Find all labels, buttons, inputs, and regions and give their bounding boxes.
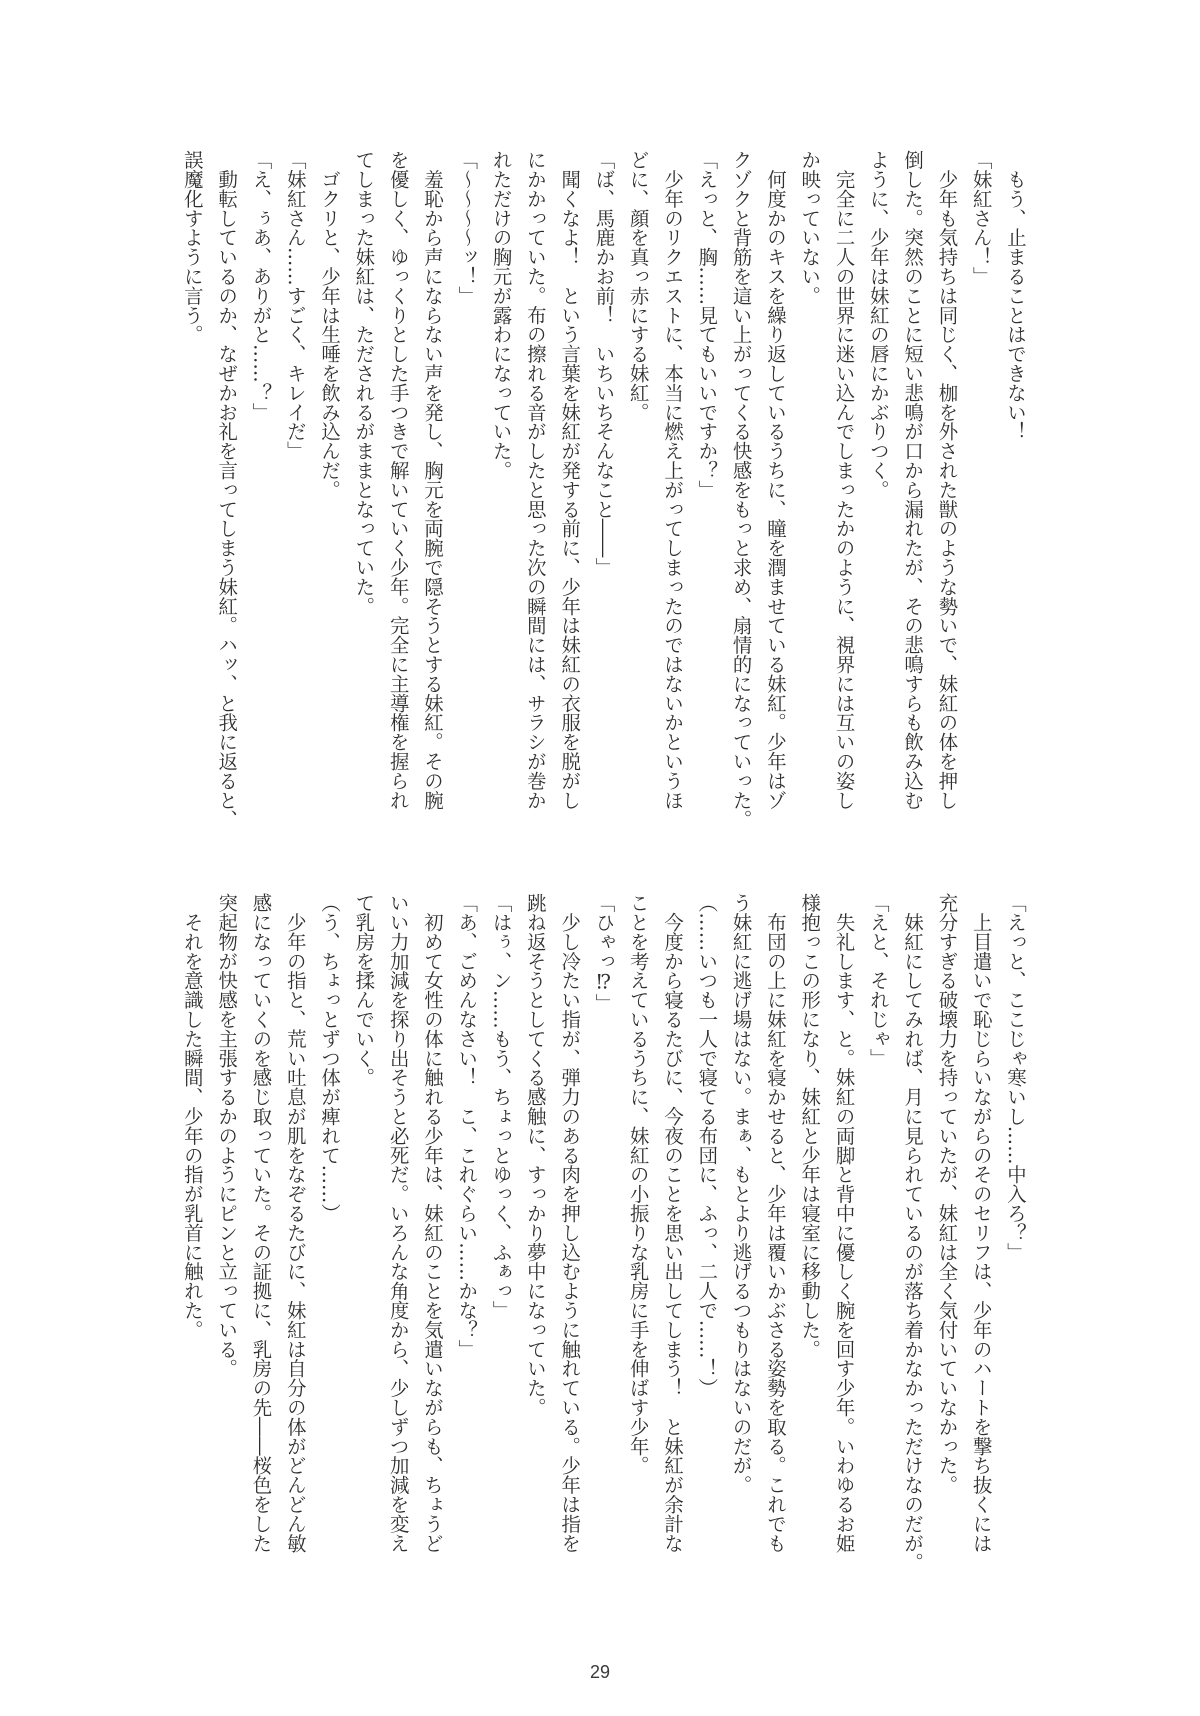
top-text-block [175, 150, 1032, 840]
text-line: 布団の上に妹紅を寝かせると、少年は覆いかぶさる姿勢を取る。これでも [763, 893, 787, 1553]
text-line: 充分すぎる破壊力を持っていたが、妹紅は全く気付いていなかった。 [935, 893, 959, 1495]
text-line: 失礼します、と。妹紅の両脚と背中に優しく腕を回す少年。いわゆるお姫 [832, 893, 856, 1553]
text-line: 様抱っこの形になり、妹紅と少年は寝室に移動した。 [798, 893, 822, 1359]
text-line: （う、ちょっとずつ体が痺れて……） [318, 893, 342, 1223]
text-line: どに、顔を真っ赤にする妹紅。 [626, 150, 650, 422]
text-line: 少年も気持ちは同じく、枷を外された獣のような勢いで、妹紅の体を押し [935, 150, 959, 810]
text-line: 「妹紅さん！」 [969, 150, 993, 286]
text-line: クゾクと背筋を這い上がってくる快感をもっと求め、扇情的になっていった。 [729, 150, 753, 829]
text-line: を優しく、ゆっくりとした手つきで解いていく少年。完全に主導権を握られ [386, 150, 410, 810]
text-line: て乳房を揉んでいく。 [352, 893, 376, 1087]
text-line: 少年の指と、荒い吐息が肌をなぞるたびに、妹紅は自分の体がどんどん敏 [283, 893, 307, 1553]
text-line: それを意識した瞬間、少年の指が乳首に触れた。 [180, 893, 204, 1340]
text-line: れただけの胸元が露わになっていた。 [489, 150, 513, 480]
text-line: もう、止まることはできない！ [1004, 150, 1027, 441]
text-line: ように、少年は妹紅の唇にかぶりつく。 [866, 150, 890, 500]
text-line: 「ひゃっ⁉」 [592, 893, 616, 1013]
text-line: 動転しているのか、なぜかお礼を言ってしまう妹紅。ハッ、と我に返ると、 [215, 150, 239, 829]
text-line: 誤魔化すように言う。 [180, 150, 204, 344]
text-line: 上目遣いで恥じらいながらのそのセリフは、少年のハートを撃ち抜くには [969, 893, 993, 1553]
text-line: ゴクリと、少年は生唾を飲み込んだ。 [318, 150, 342, 500]
text-line: 今度から寝るたびに、今夜のことを思い出してしまう！ と妹紅が余計な [661, 893, 685, 1553]
text-line: 「えっと、胸……見てもいいですか？」 [695, 150, 719, 500]
text-line: 「はぅ、ン……もう、ちょっとゆっく、ふぁっ」 [489, 893, 513, 1320]
text-line: 跳ね返そうとしてくる感触に、すっかり夢中になっていた。 [523, 893, 547, 1417]
text-line: 「妹紅さん……すごく、キレイだ」 [283, 150, 307, 461]
text-line: 「え、ぅあ、ありがと……？」 [249, 150, 273, 422]
text-line: 「えと、それじゃ」 [866, 893, 890, 1068]
text-line: 感になっていくのを感じ取っていた。その証拠に、乳房の先――桜色をした [249, 893, 273, 1553]
text-line: 「えっと、ここじゃ寒いし……中入ろ？」 [1004, 893, 1027, 1262]
text-line: 妹紅にしてみれば、月に見られているのが落ち着かなかっただけなのだが。 [901, 893, 925, 1572]
text-line: いい力加減を探り出そうと必死だ。いろんな角度から、少しずつ加減を変え [386, 893, 410, 1553]
bottom-text-block [175, 893, 1032, 1583]
text-line: 羞恥から声にならない声を発し、胸元を両腕で隠そうとする妹紅。その腕 [420, 150, 444, 810]
text-line: か映っていない。 [798, 150, 822, 306]
page-number: 29 [589, 1662, 611, 1682]
text-line: 突起物が快感を主張するかのようにピンと立っている。 [215, 893, 239, 1378]
text-line: （……いつも一人で寝てる布団に、ふっ、二人で……！） [695, 893, 719, 1398]
text-line: う妹紅に逃げ場はない。まぁ、もとより逃げるつもりはないのだが。 [729, 893, 753, 1495]
text-line: にかかっていた。布の擦れる音がしたと思った次の瞬間には、サラシが巻か [523, 150, 547, 810]
text-line: てしまった妹紅は、ただされるがままとなっていた。 [352, 150, 376, 616]
text-line: 初めて女性の体に触れる少年は、妹紅のことを気遣いながらも、ちょうど [420, 893, 444, 1553]
text-line: 少し冷たい指が、弾力のある肉を押し込むように触れている。少年は指を [558, 893, 582, 1553]
text-line: ことを考えているうちに、妹紅の小振りな乳房に手を伸ばす少年。 [626, 893, 650, 1475]
text-line: 「あ、ごめんなさい！ こ、これぐらい……かな？」 [455, 893, 479, 1359]
text-line: 少年のリクエストに、本当に燃え上がってしまったのではないかというほ [661, 150, 685, 810]
text-line: 「ば、馬鹿かお前！ いちいちそんなこと――」 [592, 150, 616, 577]
text-line: 倒した。突然のことに短い悲鳴が口から漏れたが、その悲鳴すらも飲み込む [901, 150, 925, 810]
text-line: 「〜〜〜〜ッ！」 [455, 150, 479, 306]
text-line: 何度かのキスを繰り返しているうちに、瞳を潤ませている妹紅。少年はゾ [763, 150, 787, 810]
text-line: 完全に二人の世界に迷い込んでしまったかのように、視界には互いの姿し [832, 150, 856, 810]
text-line: 聞くなよ！ という言葉を妹紅が発する前に、少年は妹紅の衣服を脱がし [558, 150, 582, 810]
